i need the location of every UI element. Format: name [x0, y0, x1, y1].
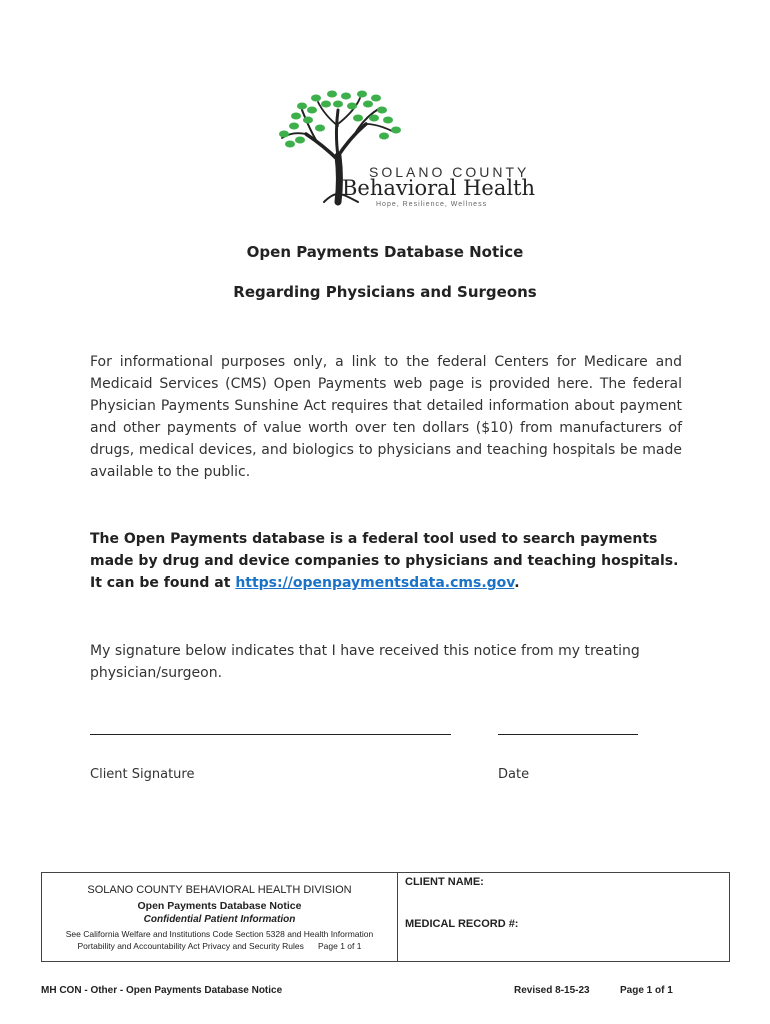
agency-logo [276, 90, 536, 212]
legal-line-1: See California Welfare and Institutions Code Section 5328 and Health Information [65, 929, 374, 939]
intro-paragraph: For informational purposes only, a link to the federal Centers for Medicare and Medicaid Services (CMS) Open Payments web page is provided here. The federal Physician Payments Sunshine Act requires that detailed information about payment and other payments of value worth over ten dollars ($10) from manufacturers of drugs, medical devices, and biologics to physicians and teaching hospitals be made available to the public. [90, 354, 682, 480]
date-line[interactable] [498, 734, 638, 735]
legal-notice [42, 928, 397, 952]
client-info-box [41, 872, 730, 962]
client-name-label[interactable]: CLIENT NAME: [405, 876, 484, 888]
open-payments-link[interactable]: https://openpaymentsdata.cms.gov [235, 575, 515, 591]
medical-record-label[interactable]: MEDICAL RECORD #: [405, 918, 519, 930]
footer-form-id: MH CON - Other - Open Payments Database Notice [41, 985, 283, 996]
database-paragraph [90, 528, 682, 594]
page-title: Open Payments Database Notice [246, 243, 524, 261]
logo-tagline: Hope, Resilience, Wellness [376, 201, 488, 208]
logo-agency-text: Behavioral Health [342, 176, 536, 200]
logo-county-text: SOLANO COUNTY [369, 164, 530, 180]
division-name: SOLANO COUNTY BEHAVIORAL HEALTH DIVISION [87, 884, 352, 896]
box-divider [397, 873, 398, 961]
date-label: Date [498, 767, 530, 782]
footer-page: Page 1 of 1 [620, 985, 673, 996]
client-signature-line[interactable] [90, 734, 451, 735]
database-paragraph-end: . [514, 575, 520, 591]
acknowledgement-paragraph: My signature below indicates that I have received this notice from my treating physician/surgeon. [90, 643, 640, 681]
footer-revised: Revised 8-15-23 [514, 985, 590, 996]
legal-line-2: Portability and Accountability Act Privacy and Security Rules Page 1 of 1 [77, 941, 362, 951]
division-info [42, 873, 397, 961]
client-signature-label: Client Signature [90, 767, 195, 782]
confidential-notice: Confidential Patient Information [143, 914, 296, 925]
form-name: Open Payments Database Notice [137, 900, 302, 912]
database-paragraph-text: The Open Payments database is a federal tool used to search payments made by drug and device companies to physicians and teaching hospitals. It can be found at [90, 531, 679, 591]
page-subtitle: Regarding Physicians and Surgeons [233, 283, 537, 301]
